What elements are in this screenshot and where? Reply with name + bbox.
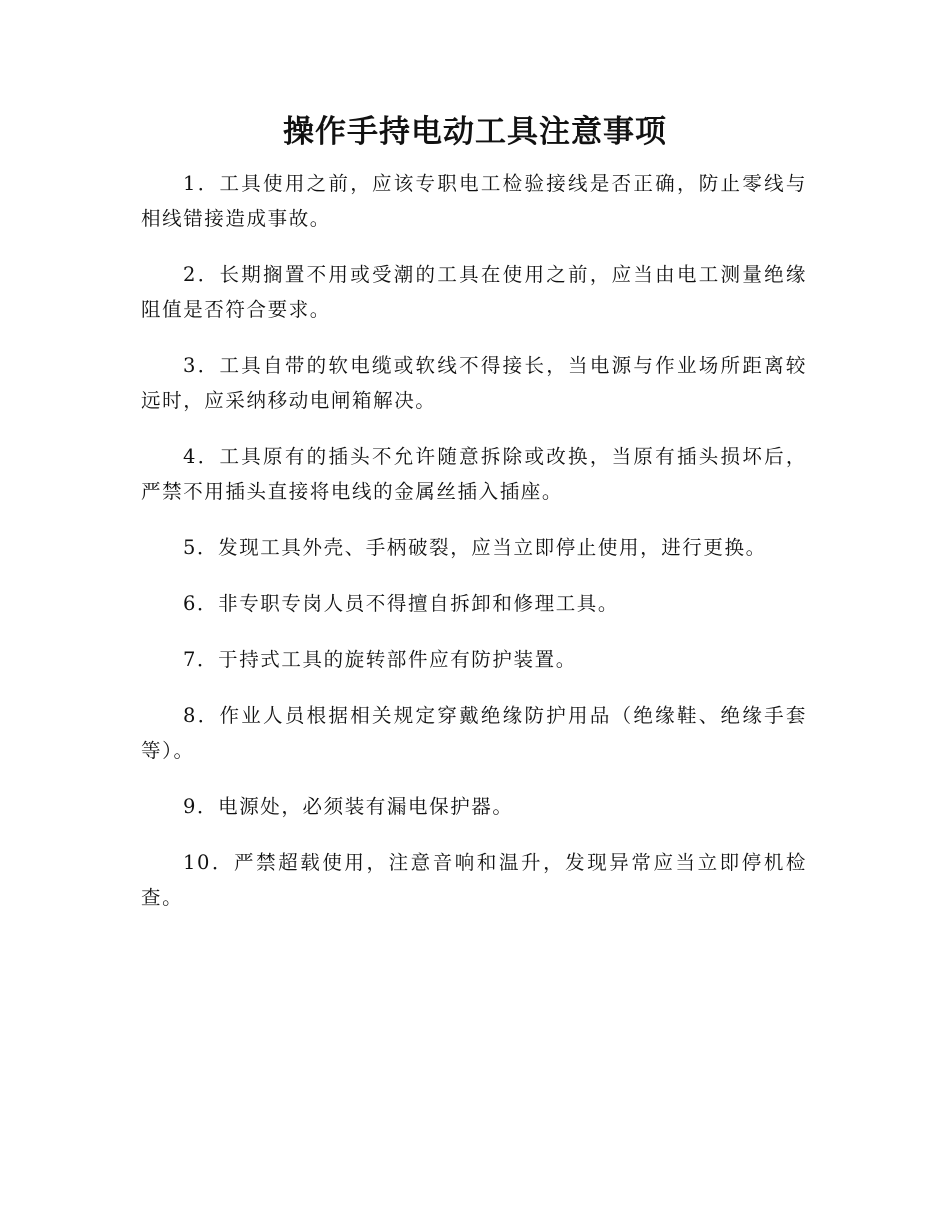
list-item: 5．发现工具外壳、手柄破裂，应当立即停止使用，进行更换。 — [183, 536, 767, 559]
document-title: 操作手持电动工具注意事项 — [283, 114, 667, 150]
list-item: 4．工具原有的插头不允许随意拆除或改换，当原有插头损坏后，严禁不用插头直接将电线的金属丝插入插座。 — [141, 445, 807, 503]
document-body — [141, 166, 807, 936]
list-item: 1．工具使用之前，应该专职电工检验接线是否正确，防止零线与相线错接造成事故。 — [141, 172, 807, 230]
list-item: 6．非专职专岗人员不得擅自拆卸和修理工具。 — [183, 592, 620, 615]
list-item: 9．电源处，必须装有漏电保护器。 — [183, 795, 514, 818]
list-item: 10．严禁超载使用，注意音响和温升，发现异常应当立即停机检查。 — [141, 851, 807, 909]
list-item: 7．于持式工具的旋转部件应有防护装置。 — [183, 648, 577, 671]
list-item: 3．工具自带的软电缆或软线不得接长，当电源与作业场所距离较远时，应采纳移动电闸箱解决。 — [141, 354, 807, 412]
list-item: 8．作业人员根据相关规定穿戴绝缘防护用品（绝缘鞋、绝缘手套等）。 — [141, 704, 807, 762]
list-item: 2．长期搁置不用或受潮的工具在使用之前，应当由电工测量绝缘阻值是否符合要求。 — [141, 263, 807, 321]
